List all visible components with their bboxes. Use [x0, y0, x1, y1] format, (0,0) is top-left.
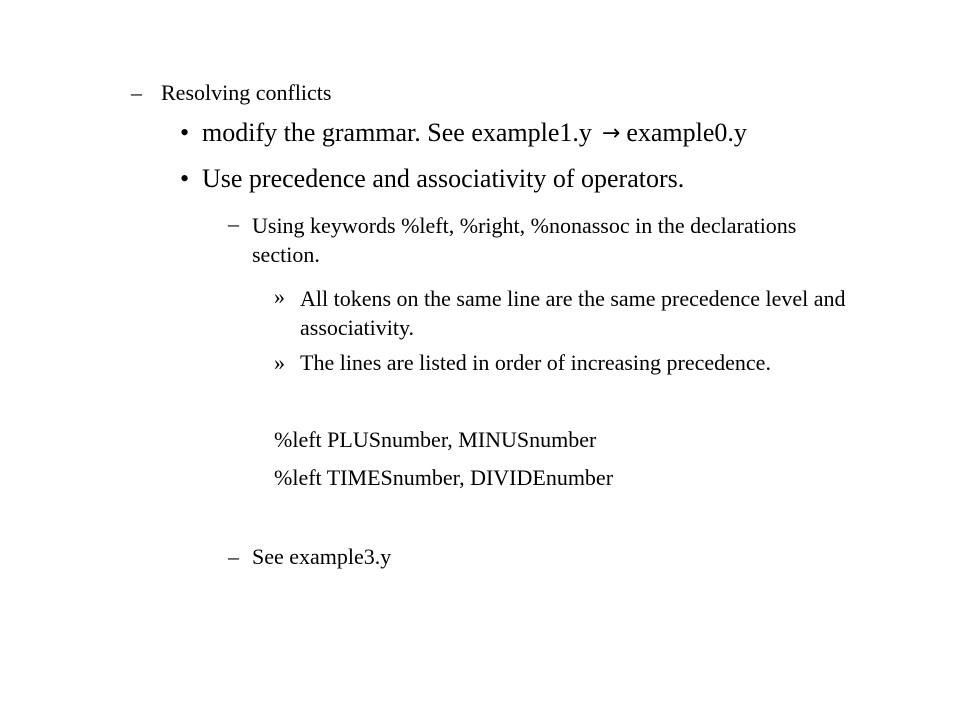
raquo-marker: »: [274, 350, 285, 375]
item-text: The lines are listed in order of increasing precedence.: [300, 350, 771, 375]
item-text: Using keywords %left, %right, %nonassoc in the declarations section.: [252, 213, 797, 267]
item-text-after: example0.y: [626, 118, 747, 147]
right-arrow-icon: →: [601, 121, 621, 146]
dash-marker: –: [228, 544, 239, 569]
code-line: %left TIMESnumber, DIVIDEnumber: [274, 465, 614, 490]
dash-marker: –: [131, 80, 142, 105]
item-text: Resolving conflicts: [161, 80, 332, 105]
bullet-marker: •: [180, 118, 190, 147]
dash-marker: –: [228, 211, 239, 236]
item-text: All tokens on the same line are the same precedence level and associativity.: [300, 286, 846, 340]
item-text-before: modify the grammar. See example1.y: [202, 118, 592, 147]
item-text: [202, 118, 747, 148]
raquo-marker: »: [274, 284, 285, 309]
item-text: See example3.y: [252, 544, 392, 569]
code-line: %left PLUSnumber, MINUSnumber: [274, 427, 597, 452]
bullet-marker: •: [180, 164, 190, 193]
item-text: Use precedence and associativity of operators.: [202, 164, 685, 193]
